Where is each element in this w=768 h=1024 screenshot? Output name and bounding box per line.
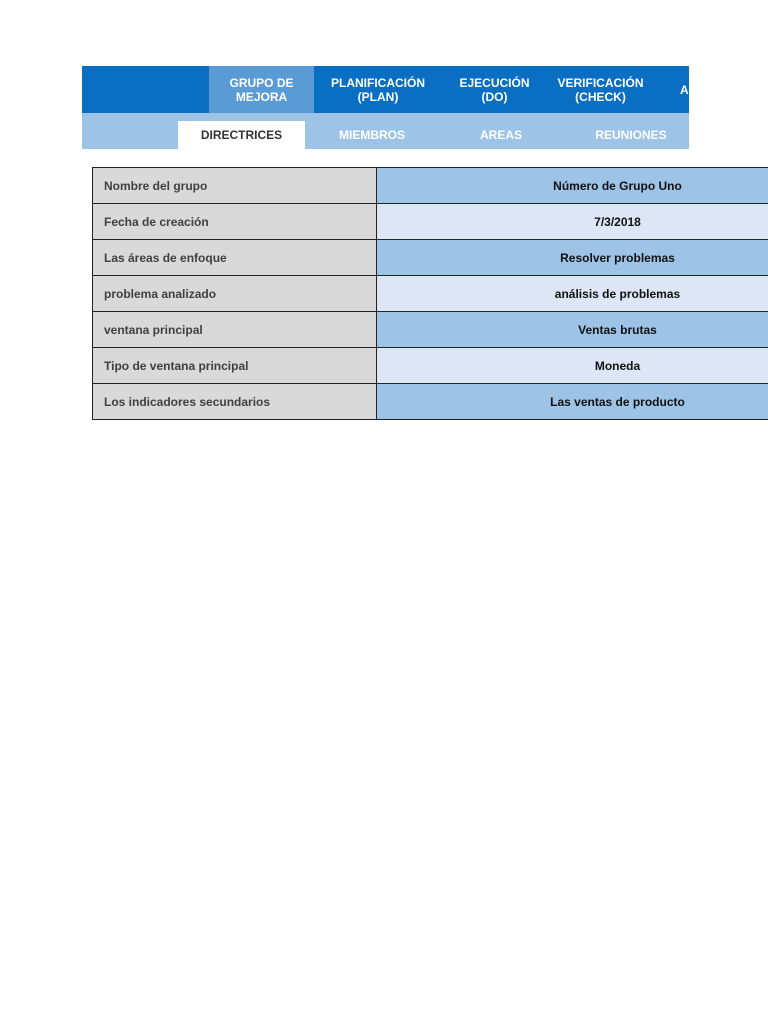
table-row <box>93 384 768 420</box>
row-value[interactable] <box>377 240 768 276</box>
subtab-directrices[interactable]: DIRECTRICES <box>178 121 305 149</box>
row-label: Los indicadores secundarios <box>93 384 377 420</box>
table-row <box>93 348 768 384</box>
row-label: problema analizado <box>93 276 377 312</box>
row-value[interactable] <box>377 168 768 204</box>
row-value[interactable] <box>377 204 768 240</box>
table-row <box>93 168 768 204</box>
directrices-table <box>92 167 768 420</box>
row-label: Nombre del grupo <box>93 168 377 204</box>
tab-ejecucion[interactable]: EJECUCIÓN (DO) <box>459 75 530 104</box>
row-label: Fecha de creación <box>93 204 377 240</box>
tab-verificacion[interactable]: VERIFICACIÓN (CHECK) <box>557 75 644 104</box>
tab-planificacion[interactable]: PLANIFICACIÓN (PLAN) <box>331 75 425 104</box>
row-value-text: análisis de problemas <box>554 286 681 301</box>
row-value-text: Ventas brutas <box>578 322 657 337</box>
row-value[interactable] <box>377 276 768 312</box>
row-value-text: Resolver problemas <box>560 250 675 265</box>
sub-navigation <box>82 113 689 149</box>
row-label: ventana principal <box>93 312 377 348</box>
row-value-text: Moneda <box>594 358 641 373</box>
subtab-miembros[interactable]: MIEMBROS <box>339 128 405 142</box>
row-value-text: Las ventas de producto <box>550 394 685 409</box>
table-row <box>93 312 768 348</box>
subtab-areas[interactable]: AREAS <box>479 128 522 142</box>
table-row <box>93 276 768 312</box>
top-navigation <box>82 66 689 113</box>
tab-grupo-de-mejora[interactable]: GRUPO DE MEJORA <box>209 66 314 113</box>
row-value-text: Número de Grupo Uno <box>553 178 682 193</box>
row-label: Tipo de ventana principal <box>93 348 377 384</box>
row-value[interactable] <box>377 384 768 420</box>
row-label: Las áreas de enfoque <box>93 240 377 276</box>
tab-actuar[interactable]: A <box>680 82 689 97</box>
table-row <box>93 240 768 276</box>
row-value[interactable] <box>377 348 768 384</box>
row-value-text: 7/3/2018 <box>594 214 641 229</box>
row-value[interactable] <box>377 312 768 348</box>
table-row <box>93 204 768 240</box>
subtab-reuniones[interactable]: REUNIONES <box>595 128 667 142</box>
